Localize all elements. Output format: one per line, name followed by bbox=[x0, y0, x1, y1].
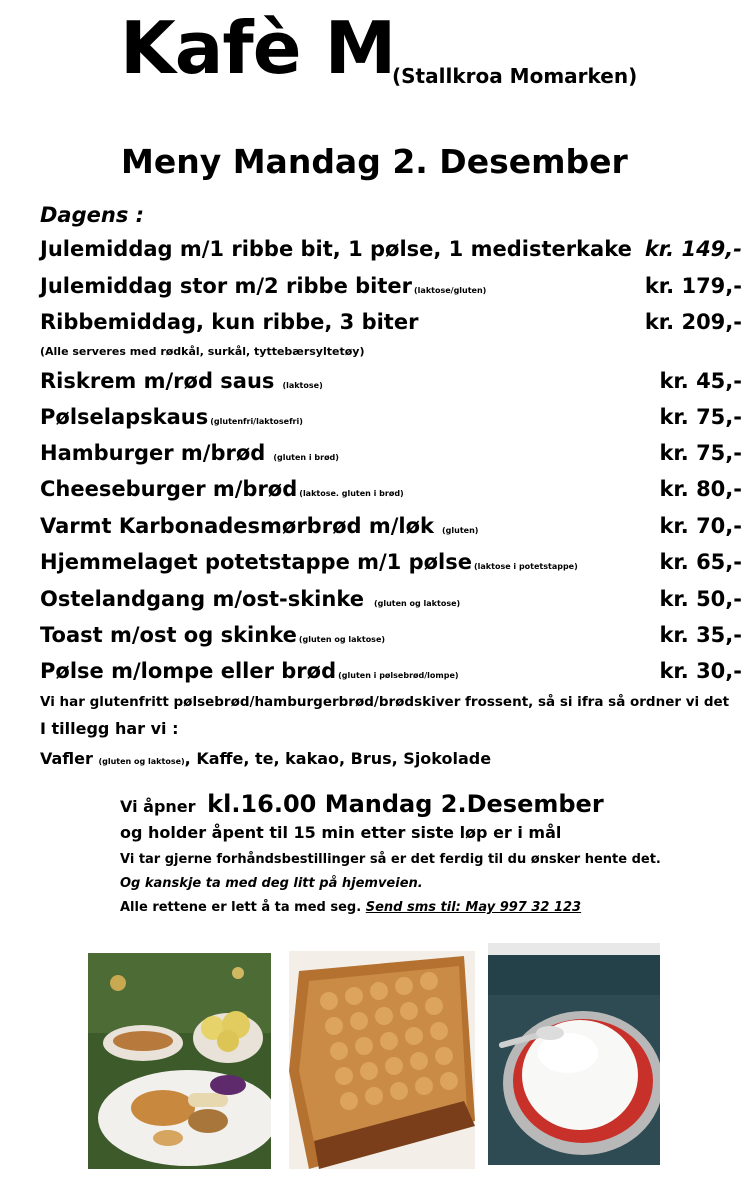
item-name: Ribbemiddag, kun ribbe, 3 biter bbox=[40, 310, 419, 334]
dagens-label: Dagens : bbox=[40, 203, 145, 227]
item-price: kr. 179,- bbox=[644, 274, 742, 298]
item-allergen-note: (gluten og laktose) bbox=[298, 635, 386, 644]
menu-item-julemiddag bbox=[40, 237, 632, 261]
menu-item-karbonadesmorbrod bbox=[40, 514, 478, 538]
item-price: kr. 75,- bbox=[659, 441, 742, 465]
item-allergen-note: (gluten i brød) bbox=[273, 453, 339, 462]
menu-item-polselapskaus bbox=[40, 405, 303, 429]
item-name: Julemiddag m/1 ribbe bit, 1 pølse, 1 medisterkake bbox=[40, 237, 632, 261]
menu-item-julemiddag-stor bbox=[40, 274, 486, 298]
item-price: kr. 30,- bbox=[659, 659, 742, 683]
item-price: kr. 70,- bbox=[659, 514, 742, 538]
item-name: Hamburger m/brød bbox=[40, 441, 266, 465]
item-name: Toast m/ost og skinke bbox=[40, 623, 297, 647]
item-allergen-note: (gluten og laktose) bbox=[373, 599, 461, 608]
gluten-free-note: Vi har glutenfritt pølsebrød/hamburgerbrød/brødskiver frossent, så si ifra så ordner vi det bbox=[40, 694, 730, 710]
item-allergen-note: (laktose. gluten i brød) bbox=[299, 489, 404, 498]
extras-first: Vafler bbox=[40, 749, 93, 768]
item-price: kr. 209,- bbox=[644, 310, 742, 334]
opening-line bbox=[120, 790, 604, 818]
preorder-note: Vi tar gjerne forhåndsbestillinger så er det ferdig til du ønsker hente det. bbox=[120, 852, 661, 867]
extras-heading: I tillegg har vi : bbox=[40, 719, 179, 738]
julemiddag-photo bbox=[88, 953, 271, 1169]
item-name: Cheeseburger m/brød bbox=[40, 477, 298, 501]
item-name: Pølselapskaus bbox=[40, 405, 209, 429]
menu-item-toast bbox=[40, 623, 385, 647]
item-allergen-note: (glutenfri/laktosefri) bbox=[210, 417, 303, 426]
item-price: kr. 35,- bbox=[659, 623, 742, 647]
opening-prefix: Vi åpner bbox=[120, 797, 196, 816]
item-name: Riskrem m/rød saus bbox=[40, 369, 275, 393]
cafe-title: Kafè M bbox=[120, 6, 396, 90]
item-allergen-note: (gluten i pølsebrød/lompe) bbox=[338, 671, 459, 680]
item-price: kr. 45,- bbox=[659, 369, 742, 393]
item-name: Varmt Karbonadesmørbrød m/løk bbox=[40, 514, 434, 538]
cafe-subtitle: (Stallkroa Momarken) bbox=[392, 64, 638, 88]
item-price: kr. 50,- bbox=[659, 587, 742, 611]
item-allergen-note: (gluten) bbox=[442, 526, 479, 535]
item-name: Hjemmelaget potetstappe m/1 pølse bbox=[40, 550, 472, 574]
item-allergen-note: (laktose/gluten) bbox=[414, 286, 487, 295]
extras-rest: , Kaffe, te, kakao, Brus, Sjokolade bbox=[184, 749, 492, 768]
extras-first-note: (gluten og laktose) bbox=[98, 757, 185, 766]
menu-item-potetstappe bbox=[40, 550, 578, 574]
menu-heading: Meny Mandag 2. Desember bbox=[121, 142, 628, 181]
menu-item-cheeseburger bbox=[40, 477, 404, 501]
menu-item-ribbemiddag bbox=[40, 310, 418, 334]
item-allergen-note: (laktose) bbox=[282, 381, 323, 390]
menu-item-polse-lompe bbox=[40, 659, 459, 683]
menu-item-ostelandgang bbox=[40, 587, 460, 611]
item-allergen-note: (laktose i potetstappe) bbox=[474, 562, 578, 571]
dagens-footnote: (Alle serveres med rødkål, surkål, tyttebærsyltetøy) bbox=[40, 345, 365, 358]
takeaway-note: Alle rettene er lett å ta med seg. bbox=[120, 900, 362, 915]
ribbe-photo bbox=[289, 951, 475, 1169]
item-name: Ostelandgang m/ost-skinke bbox=[40, 587, 364, 611]
opening-duration: og holder åpent til 15 min etter siste løp er i mål bbox=[120, 823, 562, 842]
contact-line bbox=[120, 900, 581, 915]
item-name: Julemiddag stor m/2 ribbe biter bbox=[40, 274, 413, 298]
item-price: kr. 65,- bbox=[659, 550, 742, 574]
sms-contact: Send sms til: May 997 32 123 bbox=[365, 900, 582, 915]
item-name: Pølse m/lompe eller brød bbox=[40, 659, 337, 683]
menu-item-hamburger bbox=[40, 441, 339, 465]
item-price: kr. 80,- bbox=[659, 477, 742, 501]
opening-time: kl.16.00 Mandag 2.Desember bbox=[207, 790, 604, 818]
item-price: kr. 75,- bbox=[659, 405, 742, 429]
menu-item-riskrem bbox=[40, 369, 323, 393]
item-price: kr. 149,- bbox=[644, 237, 742, 261]
take-home-note: Og kanskje ta med deg litt på hjemveien. bbox=[120, 876, 423, 891]
riskrem-photo bbox=[488, 943, 660, 1165]
extras-list bbox=[40, 749, 491, 768]
